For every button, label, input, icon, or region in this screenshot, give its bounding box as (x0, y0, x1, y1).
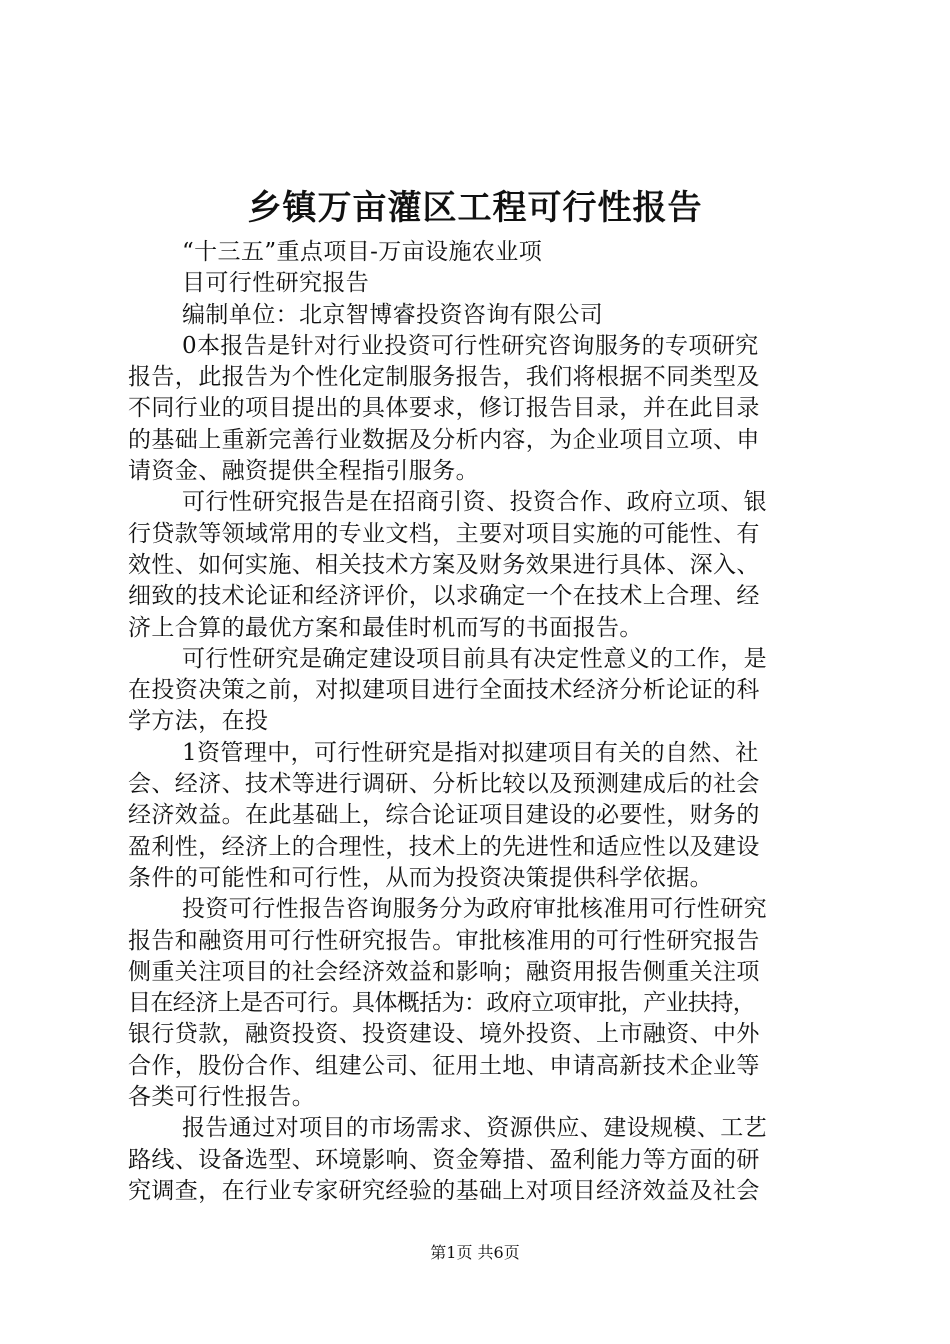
body-line: 细致的技术论证和经济评价，以求确定一个在技术上合理、经 (128, 583, 760, 610)
body-line: 目在经济上是否可行。具体概括为：政府立项审批，产业扶持， (128, 990, 756, 1017)
document-title: 乡镇万亩灌区工程可行性报告 (247, 188, 703, 228)
body-line: 编制单位：北京智博睿投资咨询有限公司 (182, 301, 604, 328)
body-line: 1资管理中，可行性研究是指对拟建项目有关的自然、社 (182, 739, 759, 766)
body-line: 效性、如何实施、相关技术方案及财务效果进行具体、深入、 (128, 551, 760, 578)
body-line: 投资可行性报告咨询服务分为政府审批核准用可行性研究 (182, 896, 767, 923)
body-line: 目可行性研究报告 (182, 270, 370, 297)
document-body (128, 237, 828, 1207)
page-footer: 第1页 共6页 (430, 1243, 520, 1262)
body-line: 0本报告是针对行业投资可行性研究咨询服务的专项研究 (182, 332, 759, 359)
body-line: 侧重关注项目的社会经济效益和影响；融资用报告侧重关注项 (128, 958, 760, 985)
body-line: 的基础上重新完善行业数据及分析内容，为企业项目立项、申 (128, 426, 760, 453)
body-line: 可行性研究是确定建设项目前具有决定性意义的工作，是 (182, 645, 767, 672)
body-line: 会、经济、技术等进行调研、分析比较以及预测建成后的社会 (128, 771, 760, 798)
body-line: 路线、设备选型、环境影响、资金筹措、盈利能力等方面的研 (128, 1146, 760, 1173)
body-line: 报告和融资用可行性研究报告。审批核准用的可行性研究报告 (128, 927, 760, 954)
body-line: 行贷款等领域常用的专业文档，主要对项目实施的可能性、有 (128, 520, 760, 547)
body-line: 报告，此报告为个性化定制服务报告，我们将根据不同类型及 (128, 364, 760, 391)
body-line: 学方法，在投 (128, 708, 269, 735)
body-line: 合作，股份合作、组建公司、征用土地、申请高新技术企业等 (128, 1052, 760, 1079)
body-line: 报告通过对项目的市场需求、资源供应、建设规模、工艺 (182, 1115, 767, 1142)
body-line: 银行贷款，融资投资、投资建设、境外投资、上市融资、中外 (128, 1021, 760, 1048)
body-line: 盈利性，经济上的合理性，技术上的先进性和适应性以及建设 (128, 833, 760, 860)
body-line: “十三五”重点项目-万亩设施农业项 (182, 239, 543, 265)
body-line: 济上合算的最优方案和最佳时机而写的书面报告。 (128, 614, 643, 641)
body-line: 经济效益。在此基础上，综合论证项目建设的必要性，财务的 (128, 802, 760, 829)
body-line: 在投资决策之前，对拟建项目进行全面技术经济分析论证的科 (128, 677, 760, 704)
body-line: 各类可行性报告。 (128, 1084, 316, 1111)
body-line: 可行性研究报告是在招商引资、投资合作、政府立项、银 (182, 489, 767, 516)
body-line: 请资金、融资提供全程指引服务。 (128, 458, 479, 485)
body-line: 究调查，在行业专家研究经验的基础上对项目经济效益及社会 (128, 1177, 760, 1204)
body-line: 不同行业的项目提出的具体要求，修订报告目录，并在此目录 (128, 395, 760, 422)
body-line: 条件的可能性和可行性，从而为投资决策提供科学依据。 (128, 864, 713, 891)
